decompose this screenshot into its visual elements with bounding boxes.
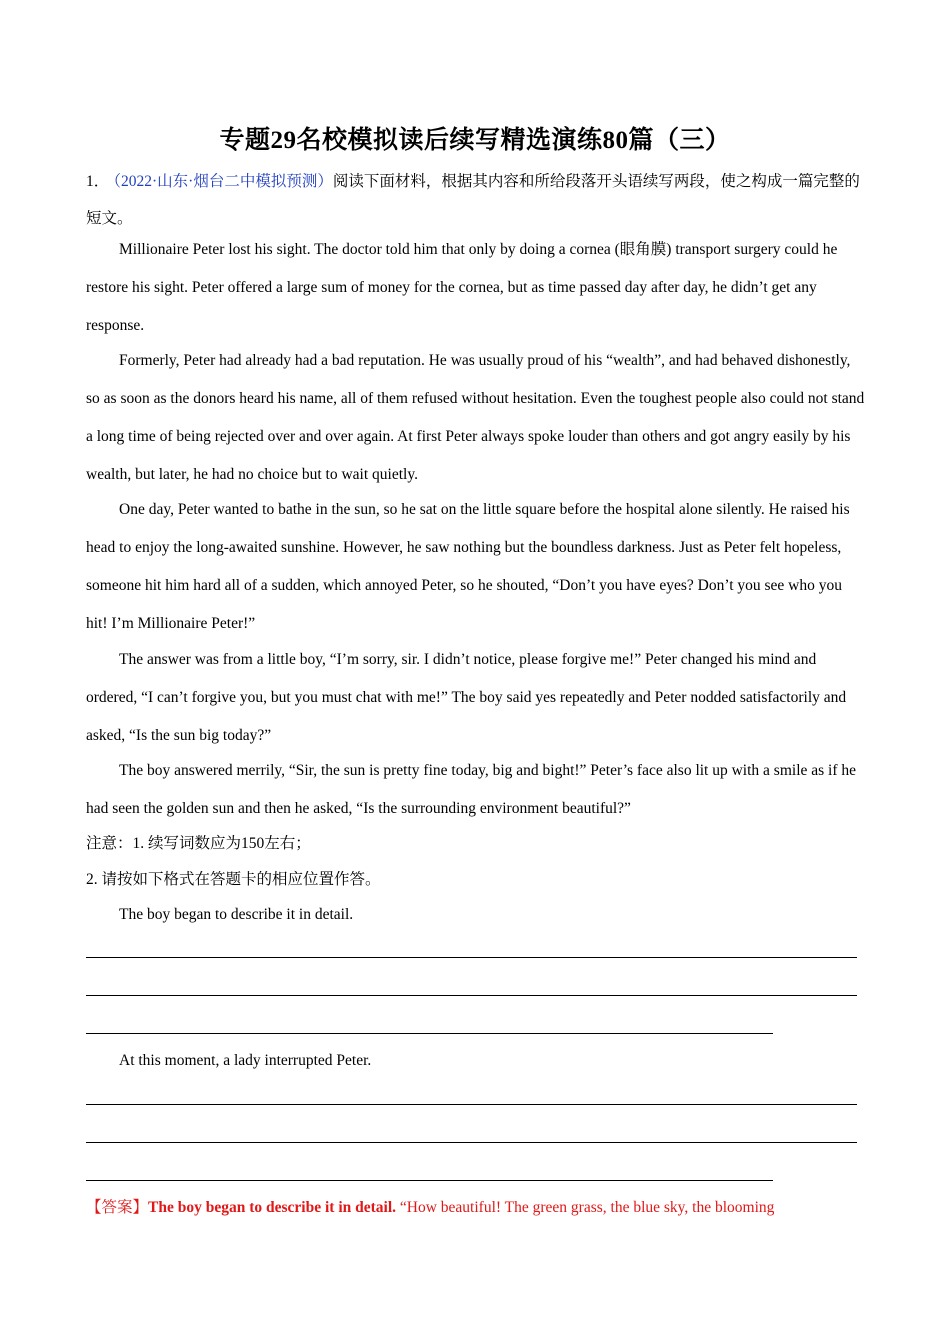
answer-line	[86, 957, 857, 958]
answer-line	[86, 1033, 773, 1034]
passage-paragraph-2: Formerly, Peter had already had a bad reputation. He was usually proud of his “wealth”, and had behaved dishonestly, so as soon as the donors heard his name, all of them refused without hesitation. Even the toughest people also could not stand a long time of being rejected over and over again. At first Peter always spoke louder than others and got angry easily by his wealth, but later, he had no choice but to wait quietly.	[86, 352, 865, 483]
passage-paragraph-1: Millionaire Peter lost his sight. The doctor told him that only by doing a cornea (眼角膜) transport surgery could he restore his sight. Peter offered a large sum of money for the cornea, but as time passed day after day, he didn’t get any response.	[86, 241, 838, 334]
question-number: 1．	[86, 173, 110, 190]
page-title: 专题29名校模拟读后续写精选演练80篇（三）	[219, 127, 731, 154]
question-intro	[86, 163, 866, 237]
answer-line	[86, 995, 857, 996]
note-word-count: 注意：1. 续写词数应为150左右；	[86, 835, 311, 852]
answer-tag: 【答案】	[86, 1199, 149, 1216]
answer-heading: The boy began to describe it in detail.	[148, 1199, 397, 1216]
answer-line	[86, 1180, 773, 1181]
question-source: （2022·山东·烟台二中模拟预测）	[113, 173, 333, 190]
continuation-prompt-1: The boy began to describe it in detail.	[119, 906, 354, 923]
passage-paragraph-3: One day, Peter wanted to bathe in the sun, so he sat on the little square before the hospital alone silently. He raised his head to enjoy the long-awaited sunshine. However, he saw nothing but the boundless darkness. Just as Peter felt hopeless, someone hit him hard all of a sudden, which annoyed Peter, so he shouted, “Don’t you have eyes? Don’t you see who you hit! I’m Millionaire Peter!”	[86, 501, 850, 632]
question-instruction: 阅读下面材料，根据其内容和所给段落开头语续写两段，使之构成一篇完整的短文。	[86, 173, 860, 227]
answer-text: “How beautiful! The green grass, the blue sky, the blooming	[396, 1199, 775, 1216]
answer-section	[86, 1192, 866, 1224]
passage-paragraph-4: The answer was from a little boy, “I’m sorry, sir. I didn’t notice, please forgive me!” Peter changed his mind and ordered, “I can’t forgive you, but you must chat with me!” The boy said yes repeatedly and Peter nodded satisfactorily and asked, “Is the sun big today?”	[86, 651, 847, 744]
answer-line	[86, 1104, 857, 1105]
continuation-prompt-2: At this moment, a lady interrupted Peter.	[119, 1052, 372, 1069]
note-answer-format: 2. 请按如下格式在答题卡的相应位置作答。	[86, 871, 381, 888]
passage-paragraph-5: The boy answered merrily, “Sir, the sun is pretty fine today, big and bight!” Peter’s face also lit up with a smile as if he had seen the golden sun and then he asked, “Is the surrounding environment beautiful?”	[86, 762, 857, 817]
answer-line	[86, 1142, 857, 1143]
